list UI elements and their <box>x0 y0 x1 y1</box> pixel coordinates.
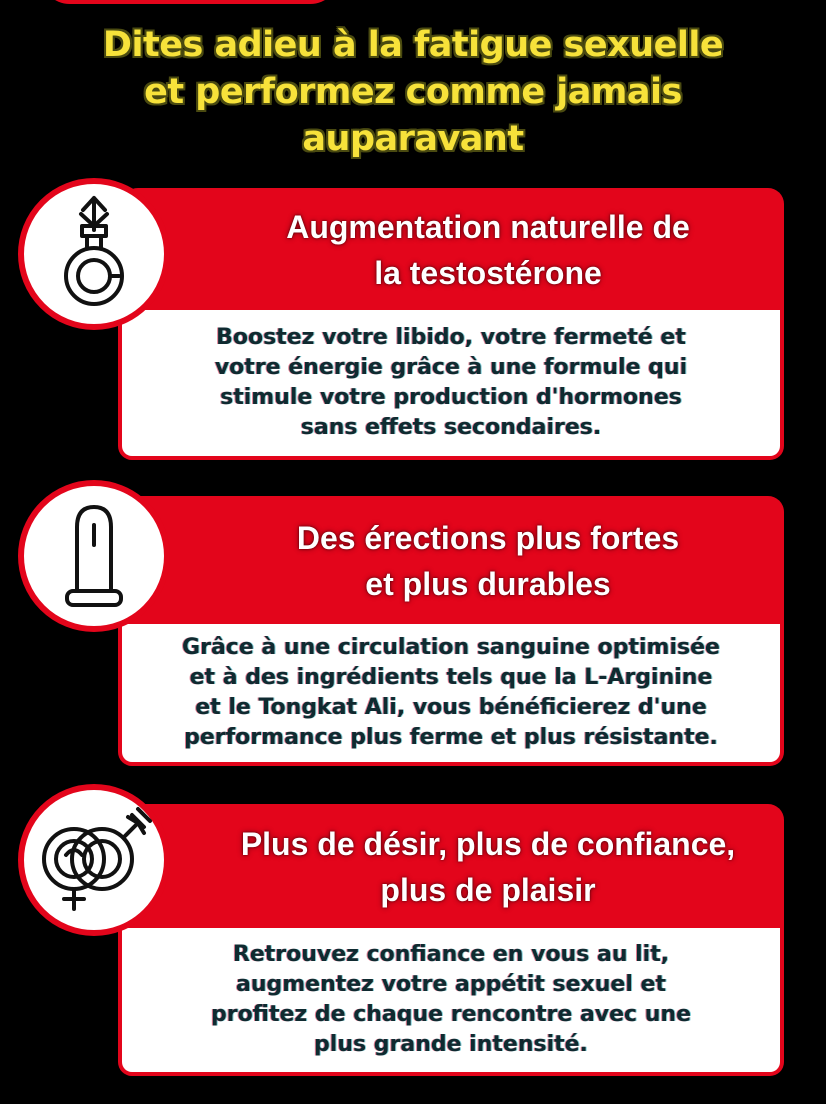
title-line-2: la testostérone <box>374 255 602 291</box>
benefit-card-text <box>211 940 691 1060</box>
page-headline <box>20 22 806 163</box>
icon-badge <box>18 480 170 632</box>
male-testosterone-icon <box>49 194 139 314</box>
title-line-1: Augmentation naturelle de <box>286 209 690 245</box>
text-line: plus grande intensité. <box>314 1032 588 1057</box>
text-line: Grâce à une circulation sanguine optimisée <box>182 635 720 660</box>
title-line-1: Des érections plus fortes <box>296 520 680 556</box>
text-line: Boostez votre libido, votre fermeté et <box>216 325 686 350</box>
icon-badge <box>18 178 170 330</box>
text-line: profitez de chaque rencontre avec une <box>210 1002 692 1027</box>
benefit-card-title <box>192 204 784 296</box>
benefit-card-body <box>118 624 784 766</box>
text-line: et à des ingrédients tels que la L-Arginine <box>189 665 713 690</box>
benefit-card-header <box>122 496 784 626</box>
benefit-card-header <box>122 804 784 930</box>
benefit-card-header <box>122 188 784 312</box>
headline-line-2: et performez comme jamais <box>144 72 682 112</box>
gender-symbols-icon <box>34 805 154 915</box>
text-line: augmentez votre appétit sexuel et <box>235 972 666 997</box>
benefit-card-body <box>118 928 784 1076</box>
headline-line-1: Dites adieu à la fatigue sexuelle <box>102 25 724 65</box>
icon-badge <box>18 784 170 936</box>
text-line: stimule votre production d'hormones <box>220 385 682 410</box>
title-line-1: Plus de désir, plus de confiance, <box>240 826 736 862</box>
text-line: performance plus ferme et plus résistante. <box>184 725 718 750</box>
benefit-card-text <box>215 323 687 443</box>
benefit-card-body <box>118 310 784 460</box>
text-line: votre énergie grâce à une formule qui <box>214 355 688 380</box>
title-line-2: et plus durables <box>365 566 611 602</box>
benefit-card-title <box>192 821 784 913</box>
condom-icon <box>59 501 129 611</box>
top-decoration <box>40 0 340 4</box>
text-line: Retrouvez confiance en vous au lit, <box>232 942 670 967</box>
text-line: sans effets secondaires. <box>300 415 602 440</box>
benefit-card-title <box>192 515 784 607</box>
benefit-card-text <box>182 633 720 753</box>
headline-line-3: auparavant <box>302 119 524 159</box>
title-line-2: plus de plaisir <box>380 872 596 908</box>
text-line: et le Tongkat Ali, vous bénéficierez d'une <box>195 695 707 720</box>
